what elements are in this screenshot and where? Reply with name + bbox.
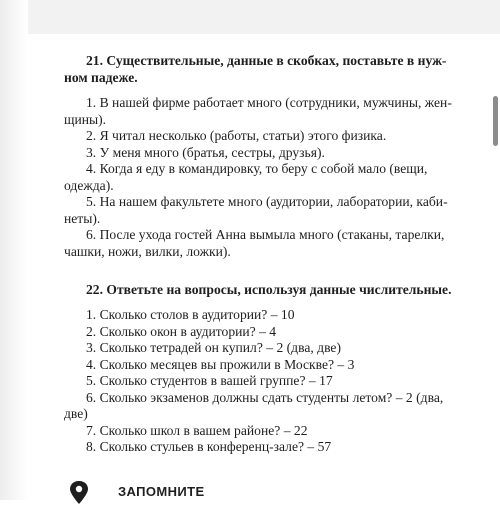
exercise-21-list <box>64 95 452 260</box>
page-edge-shadow <box>0 0 28 500</box>
list-item: 1. В нашей фирме работает много (сотрудники, мужчины, женщины). <box>64 95 452 127</box>
exercise-22-list <box>64 307 452 456</box>
exercise-21-title: 21. Существительные, данные в скобках, поставьте в нужном падеже. <box>64 53 447 85</box>
list-item: 7. Сколько школ в вашем районе? – 22 <box>86 422 308 438</box>
list-item: 4. Когда я еду в командировку, то беру с собой мало (вещи, одежда). <box>64 161 428 193</box>
scrollbar[interactable] <box>490 96 500 146</box>
pushpin-icon <box>68 480 90 506</box>
scrollbar-thumb[interactable] <box>493 96 498 146</box>
exercise-21 <box>64 52 452 260</box>
exercise-22-title: 22. Ответьте на вопросы, используя данные числительные. <box>86 282 452 297</box>
list-item: 6. После ухода гостей Анна вымыла много (стаканы, тарелки, чашки, ножи, вилки, ложки). <box>64 227 445 259</box>
list-item: 1. Сколько столов в аудитории? – 10 <box>86 307 295 322</box>
exercise-22 <box>64 281 452 456</box>
remember-label: ЗАПОМНИТЕ <box>118 484 205 499</box>
list-item: 3. У меня много (братья, сестры, друзья). <box>86 144 325 160</box>
list-item: 4. Сколько месяцев вы прожили в Москве? – 3 <box>86 356 355 372</box>
top-band <box>0 0 500 34</box>
list-item: 8. Сколько стульев в конференц-зале? – 57 <box>86 439 332 454</box>
list-item: 6. Сколько экзаменов должны сдать студенты летом? – 2 (два, две) <box>64 389 444 421</box>
list-item: 2. Я читал несколько (работы, статьи) этого физика. <box>86 128 387 143</box>
list-item: 2. Сколько окон в аудитории? – 4 <box>86 323 277 339</box>
list-item: 3. Сколько тетрадей он купил? – 2 (два, две) <box>86 340 341 355</box>
remember-header <box>100 484 205 499</box>
list-item: 5. Сколько студентов в вашей группе? – 17 <box>86 373 333 388</box>
list-item: 5. На нашем факультете много (аудитории, лаборатории, кабинеты). <box>64 194 448 226</box>
